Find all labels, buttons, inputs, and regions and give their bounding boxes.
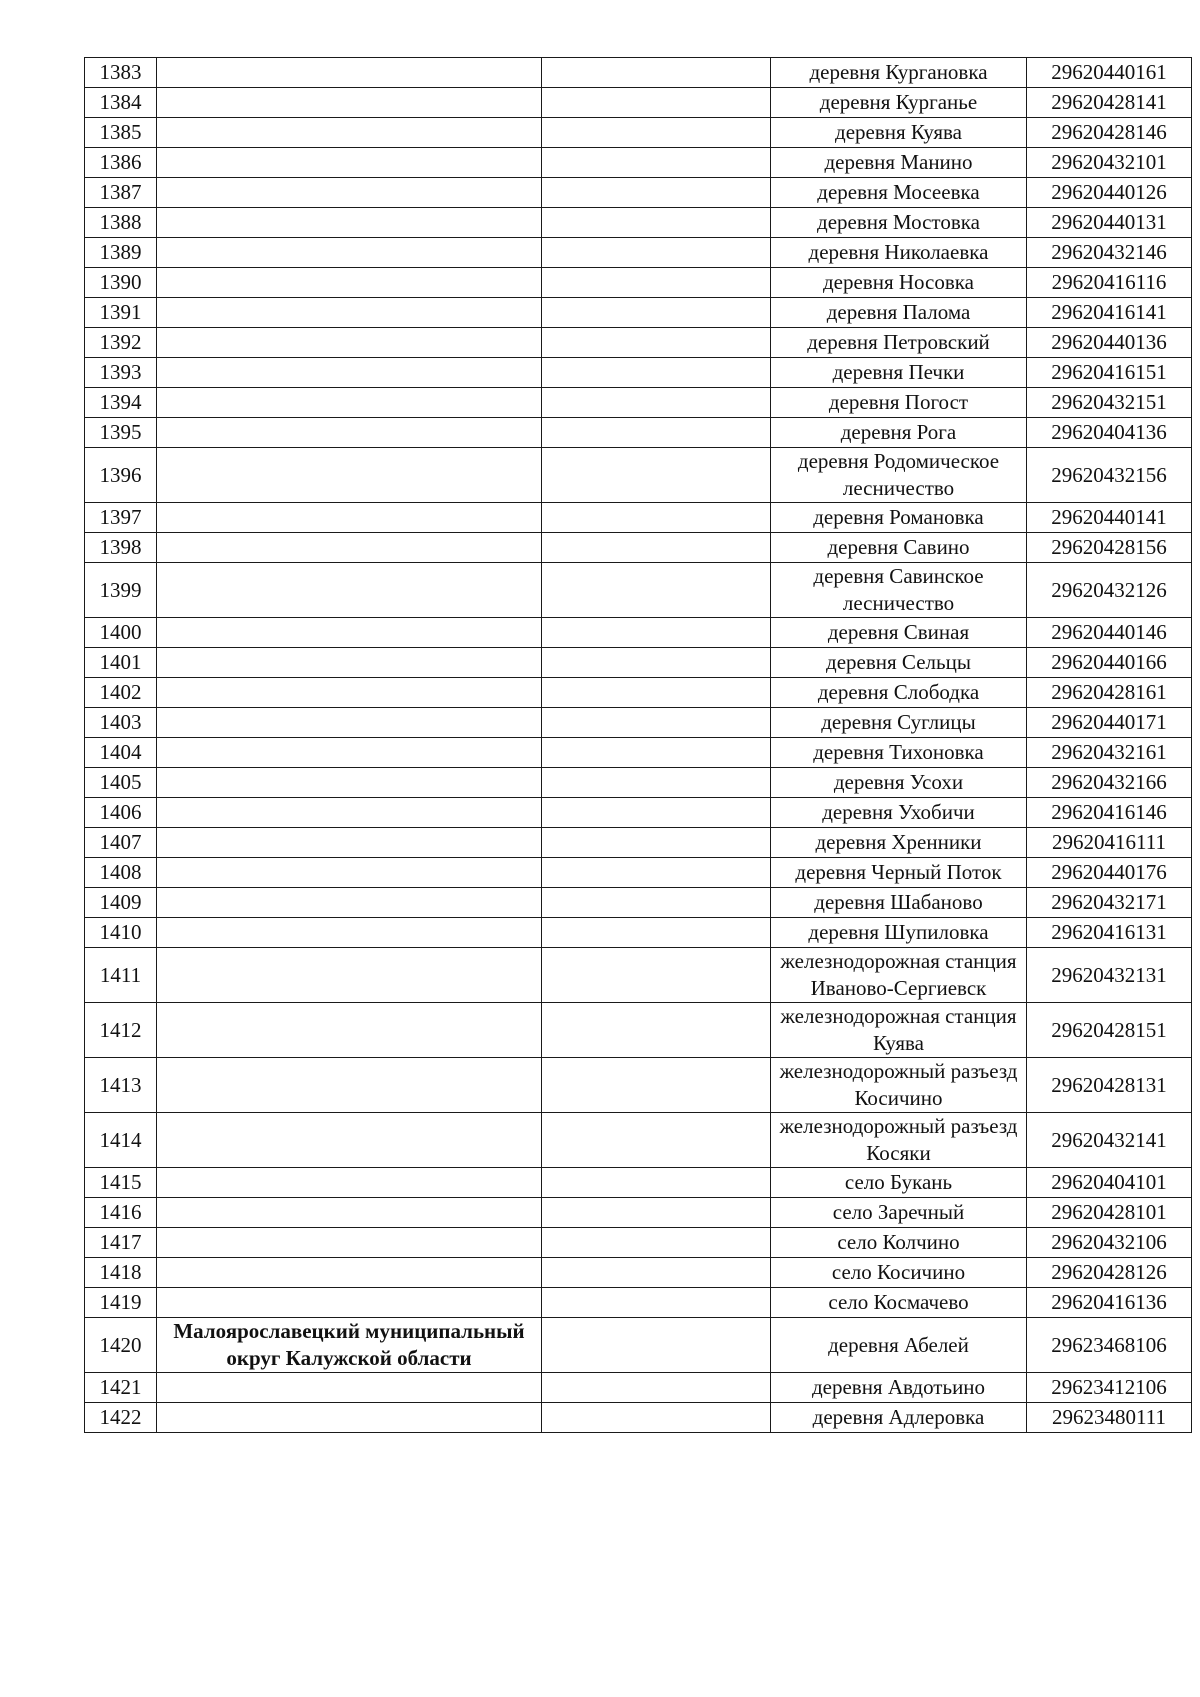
oktmo-code: 29620416111 — [1027, 828, 1192, 858]
table-row — [85, 858, 1192, 888]
oktmo-code: 29620416116 — [1027, 268, 1192, 298]
subdivision-cell — [542, 1058, 771, 1113]
oktmo-code: 29620428156 — [1027, 533, 1192, 563]
settlement-name: деревня Палома — [771, 298, 1027, 328]
table-row — [85, 648, 1192, 678]
subdivision-cell — [542, 268, 771, 298]
table-row — [85, 1113, 1192, 1168]
oktmo-code: 29620416146 — [1027, 798, 1192, 828]
settlement-name: деревня Манино — [771, 148, 1027, 178]
row-number: 1390 — [85, 268, 157, 298]
row-number: 1413 — [85, 1058, 157, 1113]
oktmo-code: 29620428146 — [1027, 118, 1192, 148]
table-row — [85, 88, 1192, 118]
subdivision-cell — [542, 1373, 771, 1403]
district-name — [157, 208, 542, 238]
oktmo-code: 29620416141 — [1027, 298, 1192, 328]
oktmo-code: 29620440176 — [1027, 858, 1192, 888]
settlement-name: деревня Абелей — [771, 1318, 1027, 1373]
oktmo-code: 29620440131 — [1027, 208, 1192, 238]
settlement-name: деревня Усохи — [771, 768, 1027, 798]
row-number: 1402 — [85, 678, 157, 708]
subdivision-cell — [542, 1003, 771, 1058]
row-number: 1418 — [85, 1258, 157, 1288]
oktmo-code: 29620432161 — [1027, 738, 1192, 768]
table-row — [85, 298, 1192, 328]
row-number: 1389 — [85, 238, 157, 268]
subdivision-cell — [542, 1113, 771, 1168]
document-page — [84, 57, 1192, 1433]
oktmo-code: 29620432151 — [1027, 388, 1192, 418]
row-number: 1399 — [85, 563, 157, 618]
oktmo-code: 29620432131 — [1027, 948, 1192, 1003]
subdivision-cell — [542, 828, 771, 858]
row-number: 1384 — [85, 88, 157, 118]
settlement-name: деревня Носовка — [771, 268, 1027, 298]
settlement-name: село Заречный — [771, 1198, 1027, 1228]
table-row — [85, 1058, 1192, 1113]
district-name — [157, 268, 542, 298]
subdivision-cell — [542, 503, 771, 533]
oktmo-code: 29620404136 — [1027, 418, 1192, 448]
row-number: 1385 — [85, 118, 157, 148]
oktmo-code: 29620432126 — [1027, 563, 1192, 618]
district-name — [157, 678, 542, 708]
table-row — [85, 418, 1192, 448]
settlement-name: село Букань — [771, 1168, 1027, 1198]
table-row — [85, 918, 1192, 948]
settlement-name: деревня Хренники — [771, 828, 1027, 858]
settlement-name: деревня Черный Поток — [771, 858, 1027, 888]
oktmo-code: 29620440166 — [1027, 648, 1192, 678]
oktmo-code: 29620432166 — [1027, 768, 1192, 798]
settlement-name: село Космачево — [771, 1288, 1027, 1318]
settlement-name: деревня Шабаново — [771, 888, 1027, 918]
settlement-name: железнодорожная станция Иваново-Сергиевск — [771, 948, 1027, 1003]
row-number: 1392 — [85, 328, 157, 358]
table-row — [85, 1288, 1192, 1318]
subdivision-cell — [542, 1318, 771, 1373]
district-name — [157, 708, 542, 738]
district-name — [157, 1228, 542, 1258]
subdivision-cell — [542, 208, 771, 238]
oktmo-code: 29620440171 — [1027, 708, 1192, 738]
row-number: 1415 — [85, 1168, 157, 1198]
oktmo-code: 29620440146 — [1027, 618, 1192, 648]
subdivision-cell — [542, 533, 771, 563]
oktmo-code: 29620440126 — [1027, 178, 1192, 208]
district-name — [157, 1258, 542, 1288]
row-number: 1397 — [85, 503, 157, 533]
district-name — [157, 388, 542, 418]
subdivision-cell — [542, 858, 771, 888]
settlement-name: деревня Суглицы — [771, 708, 1027, 738]
oktmo-code: 29623412106 — [1027, 1373, 1192, 1403]
table-row — [85, 708, 1192, 738]
district-name — [157, 888, 542, 918]
settlement-name: деревня Печки — [771, 358, 1027, 388]
oktmo-code: 29620440141 — [1027, 503, 1192, 533]
district-name — [157, 1003, 542, 1058]
table-row — [85, 1403, 1192, 1433]
table-row — [85, 388, 1192, 418]
district-name — [157, 563, 542, 618]
table-row — [85, 1168, 1192, 1198]
table-row — [85, 948, 1192, 1003]
district-name: Малоярославецкий муниципальный округ Калужской области — [157, 1318, 542, 1373]
row-number: 1404 — [85, 738, 157, 768]
subdivision-cell — [542, 148, 771, 178]
subdivision-cell — [542, 1198, 771, 1228]
subdivision-cell — [542, 178, 771, 208]
row-number: 1422 — [85, 1403, 157, 1433]
table-row — [85, 238, 1192, 268]
settlement-name: железнодорожный разъезд Косяки — [771, 1113, 1027, 1168]
row-number: 1395 — [85, 418, 157, 448]
district-name — [157, 328, 542, 358]
settlement-name: село Косичино — [771, 1258, 1027, 1288]
row-number: 1410 — [85, 918, 157, 948]
row-number: 1420 — [85, 1318, 157, 1373]
oktmo-code: 29620432171 — [1027, 888, 1192, 918]
district-name — [157, 533, 542, 563]
district-name — [157, 618, 542, 648]
settlement-name: деревня Куява — [771, 118, 1027, 148]
row-number: 1407 — [85, 828, 157, 858]
subdivision-cell — [542, 1258, 771, 1288]
settlement-name: деревня Ухобичи — [771, 798, 1027, 828]
row-number: 1419 — [85, 1288, 157, 1318]
oktmo-code: 29620416151 — [1027, 358, 1192, 388]
oktmo-code: 29620428141 — [1027, 88, 1192, 118]
table-row — [85, 268, 1192, 298]
oktmo-code: 29620416136 — [1027, 1288, 1192, 1318]
table-row — [85, 678, 1192, 708]
district-name — [157, 648, 542, 678]
subdivision-cell — [542, 648, 771, 678]
subdivision-cell — [542, 88, 771, 118]
subdivision-cell — [542, 298, 771, 328]
settlement-name: деревня Петровский — [771, 328, 1027, 358]
oktmo-code: 29620440136 — [1027, 328, 1192, 358]
row-number: 1394 — [85, 388, 157, 418]
district-name — [157, 1288, 542, 1318]
district-name — [157, 1113, 542, 1168]
subdivision-cell — [542, 768, 771, 798]
district-name — [157, 358, 542, 388]
settlement-name: деревня Свиная — [771, 618, 1027, 648]
table-row — [85, 1228, 1192, 1258]
district-name — [157, 858, 542, 888]
subdivision-cell — [542, 358, 771, 388]
row-number: 1403 — [85, 708, 157, 738]
table-row — [85, 1373, 1192, 1403]
table-row — [85, 768, 1192, 798]
settlement-name: деревня Савино — [771, 533, 1027, 563]
settlement-name: деревня Слободка — [771, 678, 1027, 708]
row-number: 1417 — [85, 1228, 157, 1258]
district-name — [157, 948, 542, 1003]
settlement-name: деревня Савинское лесничество — [771, 563, 1027, 618]
row-number: 1388 — [85, 208, 157, 238]
settlement-name: деревня Мосеевка — [771, 178, 1027, 208]
district-name — [157, 918, 542, 948]
table-row — [85, 58, 1192, 88]
subdivision-cell — [542, 798, 771, 828]
district-name — [157, 58, 542, 88]
row-number: 1400 — [85, 618, 157, 648]
row-number: 1387 — [85, 178, 157, 208]
settlement-name: деревня Адлеровка — [771, 1403, 1027, 1433]
oktmo-code: 29620440161 — [1027, 58, 1192, 88]
district-name — [157, 148, 542, 178]
settlements-table — [84, 57, 1192, 1433]
row-number: 1421 — [85, 1373, 157, 1403]
row-number: 1386 — [85, 148, 157, 178]
oktmo-code: 29620428126 — [1027, 1258, 1192, 1288]
row-number: 1408 — [85, 858, 157, 888]
settlement-name: железнодорожная станция Куява — [771, 1003, 1027, 1058]
oktmo-code: 29620432106 — [1027, 1228, 1192, 1258]
table-row — [85, 533, 1192, 563]
table-row — [85, 503, 1192, 533]
subdivision-cell — [542, 118, 771, 148]
oktmo-code: 29620428151 — [1027, 1003, 1192, 1058]
oktmo-code: 29620432146 — [1027, 238, 1192, 268]
subdivision-cell — [542, 238, 771, 268]
district-name — [157, 1373, 542, 1403]
table-row — [85, 563, 1192, 618]
settlement-name: село Колчино — [771, 1228, 1027, 1258]
district-name — [157, 1168, 542, 1198]
row-number: 1406 — [85, 798, 157, 828]
row-number: 1396 — [85, 448, 157, 503]
settlement-name: деревня Николаевка — [771, 238, 1027, 268]
settlement-name: деревня Тихоновка — [771, 738, 1027, 768]
subdivision-cell — [542, 418, 771, 448]
subdivision-cell — [542, 328, 771, 358]
oktmo-code: 29620428101 — [1027, 1198, 1192, 1228]
oktmo-code: 29620404101 — [1027, 1168, 1192, 1198]
row-number: 1398 — [85, 533, 157, 563]
district-name — [157, 298, 542, 328]
settlement-name: деревня Мостовка — [771, 208, 1027, 238]
row-number: 1409 — [85, 888, 157, 918]
district-name — [157, 738, 542, 768]
subdivision-cell — [542, 1228, 771, 1258]
table-row — [85, 328, 1192, 358]
table-row — [85, 448, 1192, 503]
table-row — [85, 358, 1192, 388]
oktmo-code: 29620428161 — [1027, 678, 1192, 708]
subdivision-cell — [542, 563, 771, 618]
subdivision-cell — [542, 1168, 771, 1198]
table-row — [85, 1258, 1192, 1288]
settlement-name: деревня Погост — [771, 388, 1027, 418]
table-row — [85, 1003, 1192, 1058]
row-number: 1383 — [85, 58, 157, 88]
oktmo-code: 29623480111 — [1027, 1403, 1192, 1433]
settlement-name: деревня Родомическое лесничество — [771, 448, 1027, 503]
table-row — [85, 618, 1192, 648]
oktmo-code: 29620416131 — [1027, 918, 1192, 948]
subdivision-cell — [542, 738, 771, 768]
row-number: 1391 — [85, 298, 157, 328]
subdivision-cell — [542, 888, 771, 918]
settlement-name: деревня Рога — [771, 418, 1027, 448]
subdivision-cell — [542, 388, 771, 418]
subdivision-cell — [542, 678, 771, 708]
district-name — [157, 768, 542, 798]
subdivision-cell — [542, 708, 771, 738]
row-number: 1412 — [85, 1003, 157, 1058]
oktmo-code: 29623468106 — [1027, 1318, 1192, 1373]
settlement-name: деревня Курганье — [771, 88, 1027, 118]
subdivision-cell — [542, 918, 771, 948]
district-name — [157, 448, 542, 503]
district-name — [157, 1058, 542, 1113]
subdivision-cell — [542, 618, 771, 648]
row-number: 1405 — [85, 768, 157, 798]
subdivision-cell — [542, 948, 771, 1003]
table-row — [85, 1318, 1192, 1373]
oktmo-code: 29620428131 — [1027, 1058, 1192, 1113]
row-number: 1414 — [85, 1113, 157, 1168]
subdivision-cell — [542, 1403, 771, 1433]
row-number: 1401 — [85, 648, 157, 678]
subdivision-cell — [542, 1288, 771, 1318]
table-row — [85, 738, 1192, 768]
district-name — [157, 1198, 542, 1228]
row-number: 1411 — [85, 948, 157, 1003]
district-name — [157, 418, 542, 448]
settlement-name: деревня Сельцы — [771, 648, 1027, 678]
oktmo-code: 29620432156 — [1027, 448, 1192, 503]
oktmo-code: 29620432101 — [1027, 148, 1192, 178]
row-number: 1393 — [85, 358, 157, 388]
table-row — [85, 208, 1192, 238]
settlement-name: деревня Авдотьино — [771, 1373, 1027, 1403]
district-name — [157, 828, 542, 858]
oktmo-code: 29620432141 — [1027, 1113, 1192, 1168]
table-row — [85, 118, 1192, 148]
district-name — [157, 1403, 542, 1433]
row-number: 1416 — [85, 1198, 157, 1228]
district-name — [157, 238, 542, 268]
settlement-name: железнодорожный разъезд Косичино — [771, 1058, 1027, 1113]
table-row — [85, 888, 1192, 918]
settlement-name: деревня Кургановка — [771, 58, 1027, 88]
table-row — [85, 148, 1192, 178]
district-name — [157, 798, 542, 828]
subdivision-cell — [542, 58, 771, 88]
table-row — [85, 828, 1192, 858]
settlement-name: деревня Шупиловка — [771, 918, 1027, 948]
table-row — [85, 1198, 1192, 1228]
settlement-name: деревня Романовка — [771, 503, 1027, 533]
district-name — [157, 178, 542, 208]
table-row — [85, 178, 1192, 208]
district-name — [157, 118, 542, 148]
district-name — [157, 503, 542, 533]
district-name — [157, 88, 542, 118]
subdivision-cell — [542, 448, 771, 503]
table-row — [85, 798, 1192, 828]
